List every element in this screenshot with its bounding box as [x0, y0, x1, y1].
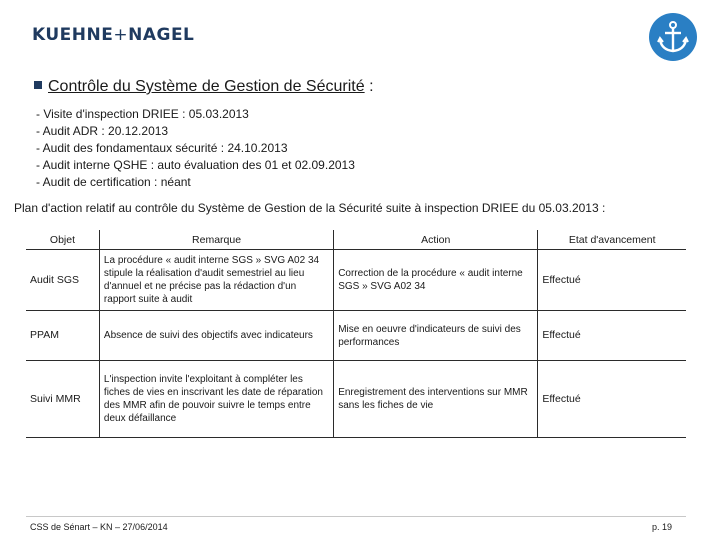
section-title-text: Contrôle du Système de Gestion de Sécurité: [48, 78, 365, 95]
cell-objet: Audit SGS: [26, 250, 99, 311]
section-title-colon: :: [364, 78, 374, 95]
action-plan-table: [26, 230, 686, 438]
cell-objet: Suivi MMR: [26, 361, 99, 438]
page-number: p. 19: [652, 522, 673, 532]
cell-etat: Effectué: [538, 311, 686, 361]
cell-remarque: La procédure « audit interne SGS » SVG A02 34 stipule la réalisation d'audit semestriel au lieu d'annuel et ne précise pas la rédaction d'un rapport suite à audit: [99, 250, 333, 311]
cell-objet: PPAM: [26, 311, 99, 361]
logo-text-right: NAGEL: [128, 25, 195, 45]
table-row: [26, 311, 686, 361]
table-row: [26, 250, 686, 311]
cell-remarque: Absence de suivi des objectifs avec indicateurs: [99, 311, 333, 361]
audit-list: [36, 106, 355, 191]
header-remarque: Remarque: [99, 230, 333, 250]
footer-divider: [26, 516, 686, 517]
table-row: [26, 361, 686, 438]
anchor-icon: [648, 12, 698, 62]
action-plan-intro: Plan d'action relatif au contrôle du Système de Gestion de la Sécurité suite à inspection DRIEE du 05.03.2013 :: [14, 201, 606, 215]
cell-etat: Effectué: [538, 361, 686, 438]
company-logo: [32, 25, 194, 45]
list-item: - Audit ADR : 20.12.2013: [36, 124, 169, 138]
list-item: - Audit de certification : néant: [36, 175, 191, 189]
cell-remarque: L'inspection invite l'exploitant à compléter les fiches de vies en inscrivant les date de réparation des MMR afin de pouvoir suivre le temps entre deux défaillance: [99, 361, 333, 438]
header-objet: Objet: [26, 230, 99, 250]
table-header-row: [26, 230, 686, 250]
logo-text-left: KUEHNE: [32, 25, 114, 45]
header-action: Action: [334, 230, 538, 250]
cell-action: Mise en oeuvre d'indicateurs de suivi des performances: [334, 311, 538, 361]
section-title: [34, 78, 374, 96]
cell-action: Correction de la procédure « audit interne SGS » SVG A02 34: [334, 250, 538, 311]
list-item: - Visite d'inspection DRIEE : 05.03.2013: [36, 107, 249, 121]
header-etat: Etat d'avancement: [538, 230, 686, 250]
footer-caption: CSS de Sénart – KN – 27/06/2014: [30, 522, 168, 532]
cell-action: Enregistrement des interventions sur MMR sans les fiches de vie: [334, 361, 538, 438]
list-item: - Audit des fondamentaux sécurité : 24.10.2013: [36, 141, 288, 155]
logo-plus: +: [113, 25, 129, 45]
cell-etat: Effectué: [538, 250, 686, 311]
square-bullet-icon: [34, 81, 42, 89]
list-item: - Audit interne QSHE : auto évaluation des 01 et 02.09.2013: [36, 158, 355, 172]
